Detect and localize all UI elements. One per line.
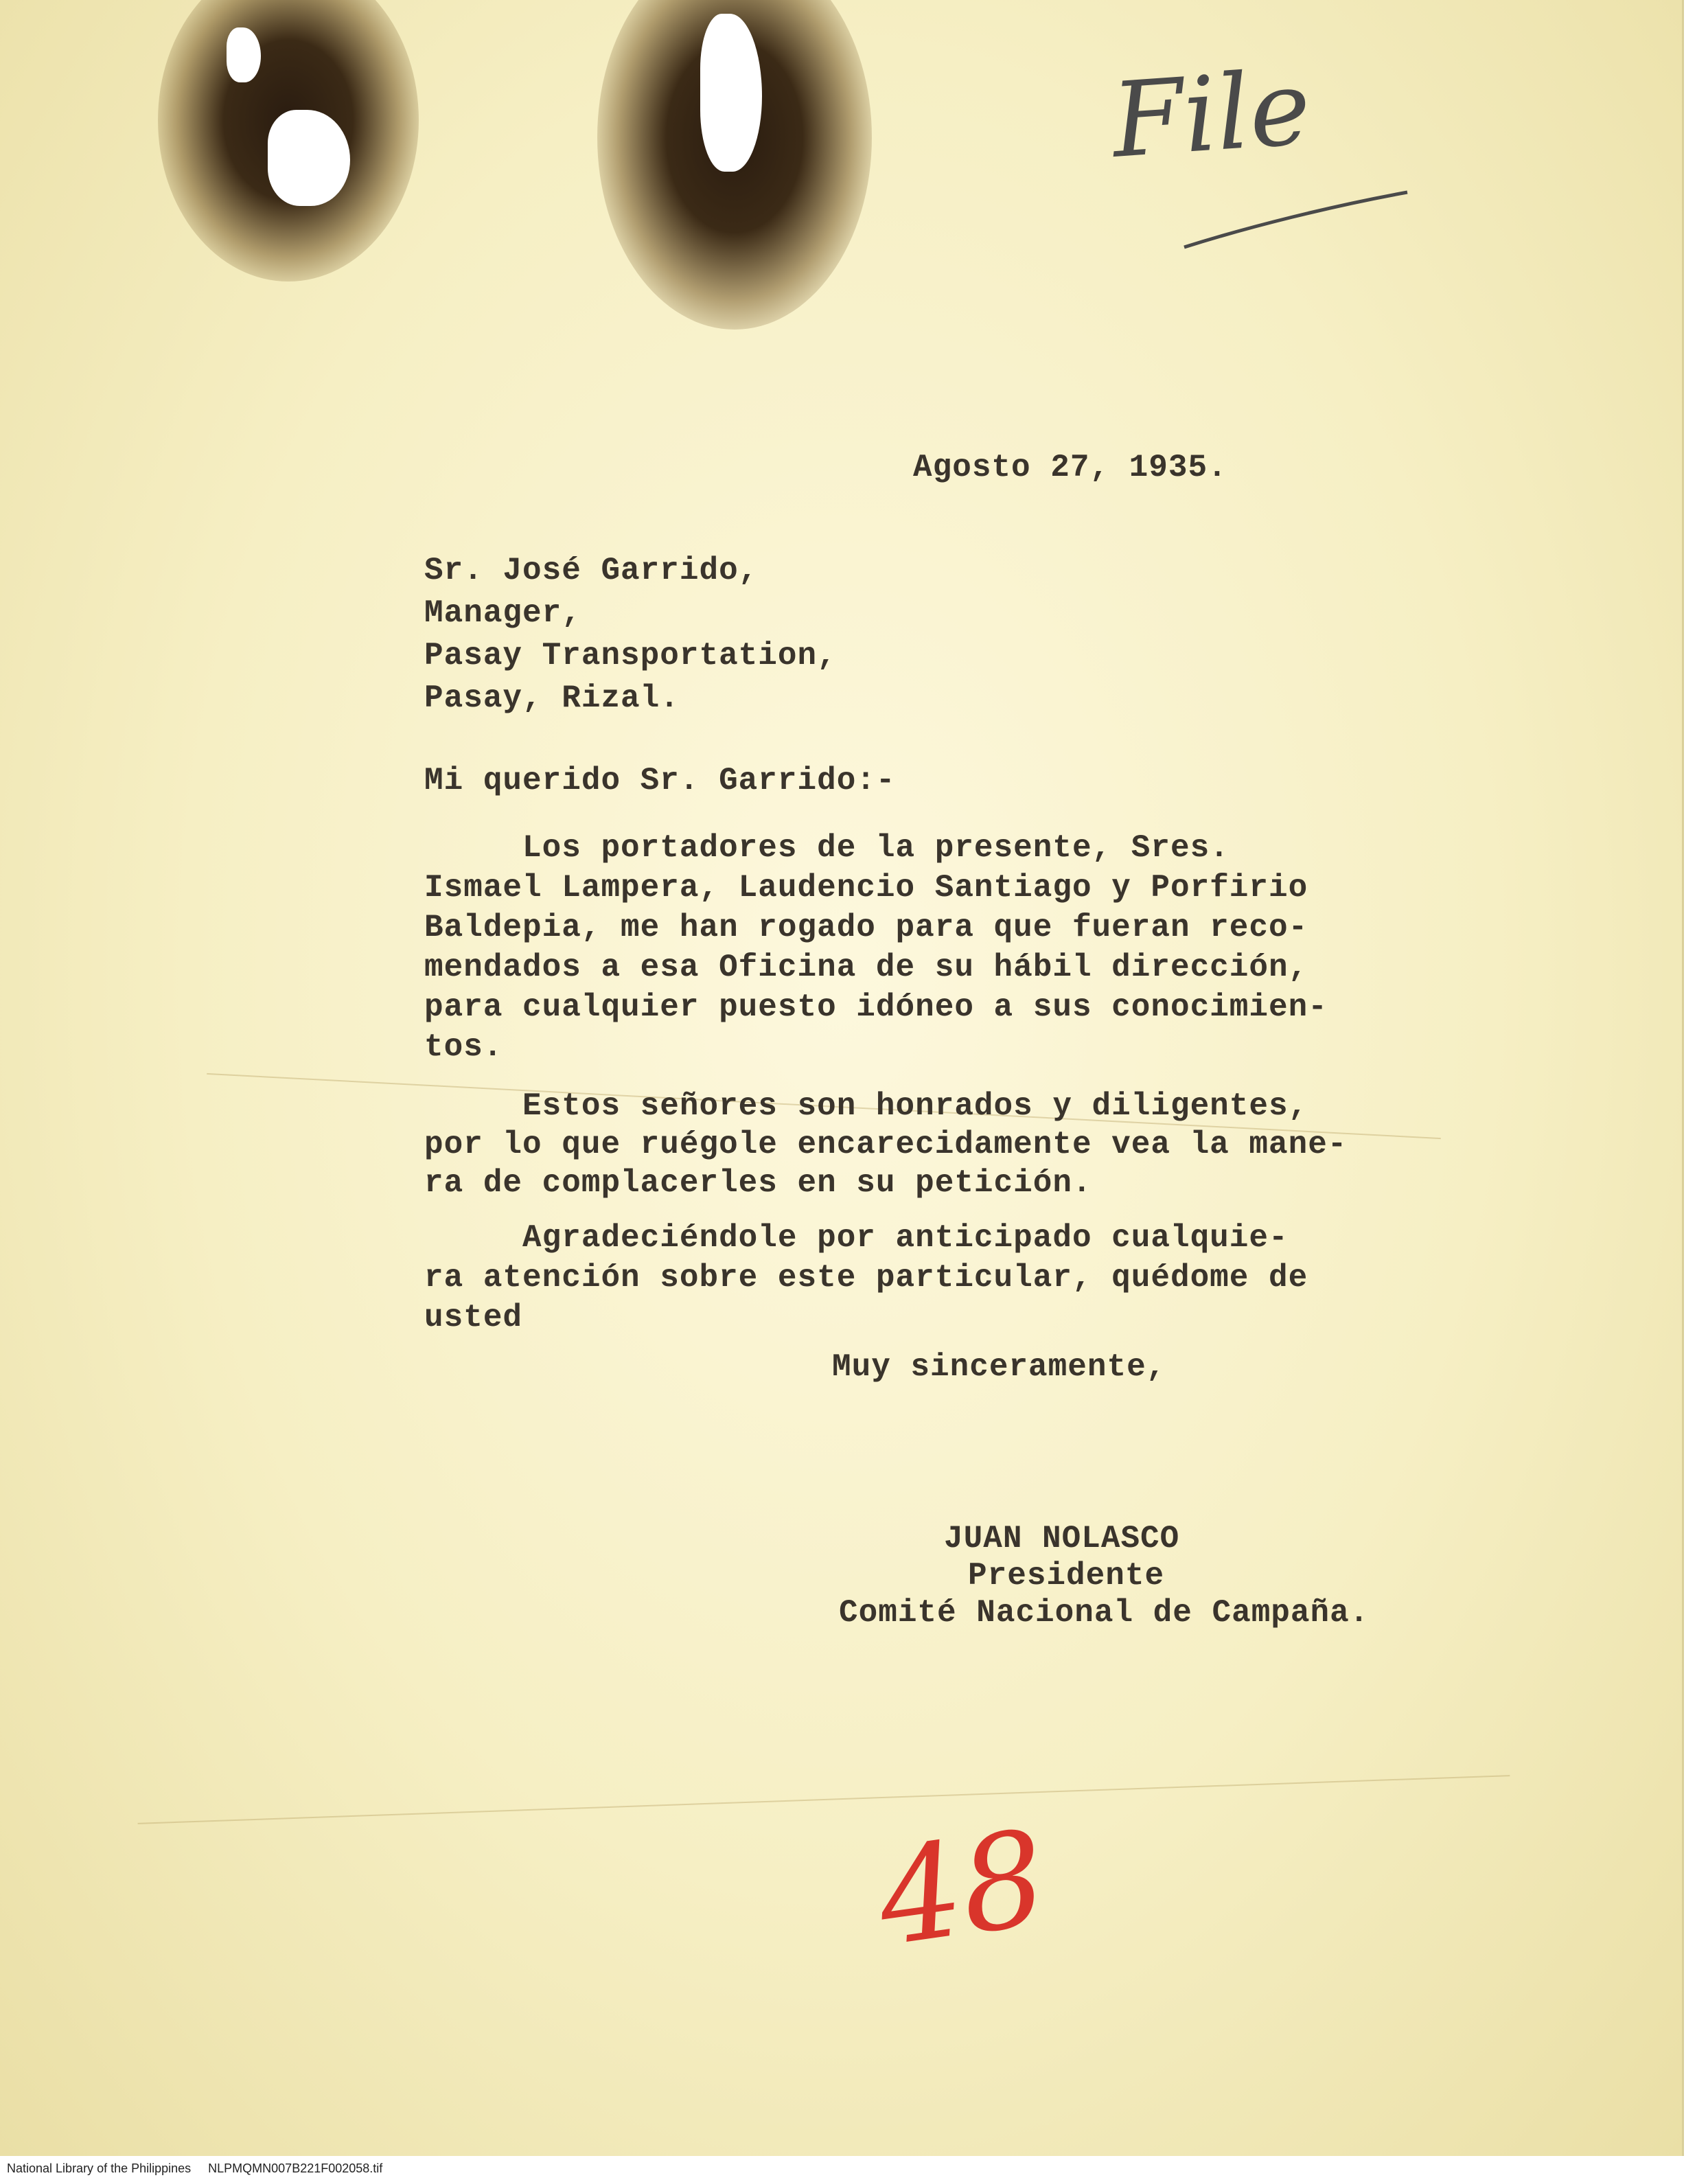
body-line: para cualquier puesto idóneo a sus conocimien- (424, 989, 1328, 1025)
paper-crease (138, 1775, 1510, 1824)
body-line: Ismael Lampera, Laudencio Santiago y Porfirio (424, 870, 1308, 906)
body-line: ra de complacerles en su petición. (424, 1165, 1092, 1201)
address-line: Pasay, Rizal. (424, 680, 680, 716)
red-page-number: 48 (868, 1802, 1054, 1975)
letter-date: Agosto 27, 1935. (913, 450, 1227, 485)
address-line: Sr. José Garrido, (424, 553, 759, 588)
address-line: Pasay Transportation, (424, 638, 837, 674)
signer-name: JUAN NOLASCO (944, 1521, 1180, 1557)
body-line: mendados a esa Oficina de su hábil dirección, (424, 950, 1308, 985)
body-line: Estos señores son honrados y diligentes, (424, 1088, 1308, 1124)
signer-organization: Comité Nacional de Campaña. (839, 1595, 1370, 1631)
body-line: Agradeciéndole por anticipado cualquie- (424, 1220, 1289, 1256)
archive-footer: National Library of the Philippines NLPMQMN007B221F002058.tif (7, 2161, 383, 2175)
body-line: Baldepia, me han rogado para que fueran reco- (424, 910, 1308, 945)
signer-title: Presidente (968, 1558, 1165, 1594)
handwritten-file-note: File (1108, 48, 1315, 181)
body-line: Los portadores de la presente, Sres. (424, 830, 1230, 866)
salutation: Mi querido Sr. Garrido:- (424, 763, 896, 799)
handwritten-underline (1181, 185, 1414, 254)
body-line: ra atención sobre este particular, quédome de (424, 1260, 1308, 1296)
body-line: tos. (424, 1029, 503, 1065)
body-line: usted (424, 1300, 523, 1335)
address-line: Manager, (424, 595, 581, 631)
burn-hole-left (268, 110, 350, 206)
closing: Muy sinceramente, (832, 1349, 1166, 1385)
body-line: por lo que ruégole encarecidamente vea la mane- (424, 1127, 1348, 1162)
burn-hole-left-small (227, 27, 261, 82)
